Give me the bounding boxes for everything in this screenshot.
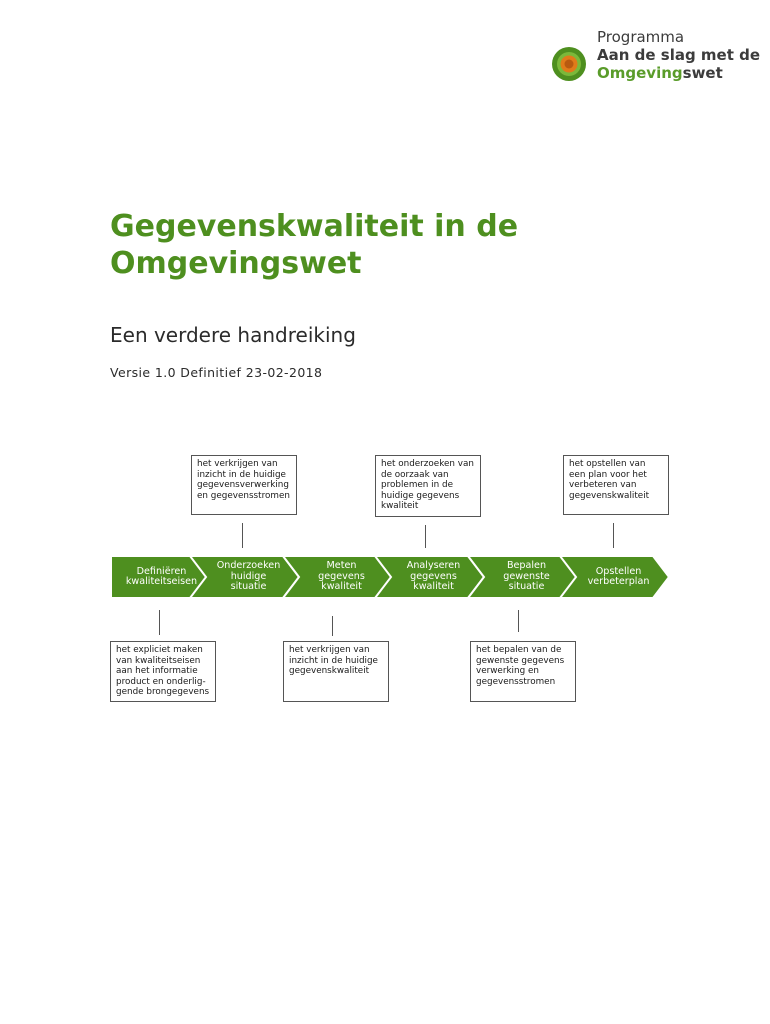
step-label-meten: Meten gegevens kwaliteit [318,560,365,593]
step-label-bepalen: Bepalen gewenste situatie [503,560,550,593]
logo-line-programma: Programma [597,28,685,46]
connector-top-onderzoeken [242,523,243,548]
bottom-box-bepalen: het bepalen van de gewenste gegevens verwerking en gegevensstromen [470,641,576,702]
connector-top-analyseren [425,525,426,548]
step-label-opstellen: Opstellen verbeterplan [587,565,650,587]
logo-line-aan-de-slag: Aan de slag met de [597,46,761,64]
step-label-onderzoeken: Onderzoeken huidige situatie [216,560,281,593]
step-label-analyseren: Analyseren gegevens kwaliteit [406,560,461,593]
document-title: Gegevenskwaliteit in de Omgevingswet [110,209,519,281]
top-box-analyseren: het onderzoeken van de oorzaak van problemen in de huidige gegevens kwaliteit [375,455,481,517]
connector-bottom-bepalen [518,610,519,632]
connector-bottom-definieren [159,610,160,635]
step-label-definieren: Definiëren kwaliteitseisen [125,565,198,587]
logo-word-dark: swet [682,64,723,82]
connector-top-opstellen [613,523,614,548]
document-version: Versie 1.0 Definitief 23-02-2018 [110,365,323,380]
bottom-box-meten: het verkrijgen van inzicht in de huidige gegevenskwaliteit [283,641,389,702]
top-box-onderzoeken: het verkrijgen van inzicht in de huidige gegevensverwerking en gegevensstromen [191,455,297,515]
top-box-opstellen: het opstellen van een plan voor het verbeteren van gegevenskwaliteit [563,455,669,515]
logo-word-green: Omgeving [597,64,683,82]
connector-bottom-meten [332,616,333,636]
document-subtitle: Een verdere handreiking [110,323,356,347]
bottom-box-definieren: het expliciet maken van kwaliteitseisen aan het informatie product en onderlig- gende brongegevens [110,641,216,702]
